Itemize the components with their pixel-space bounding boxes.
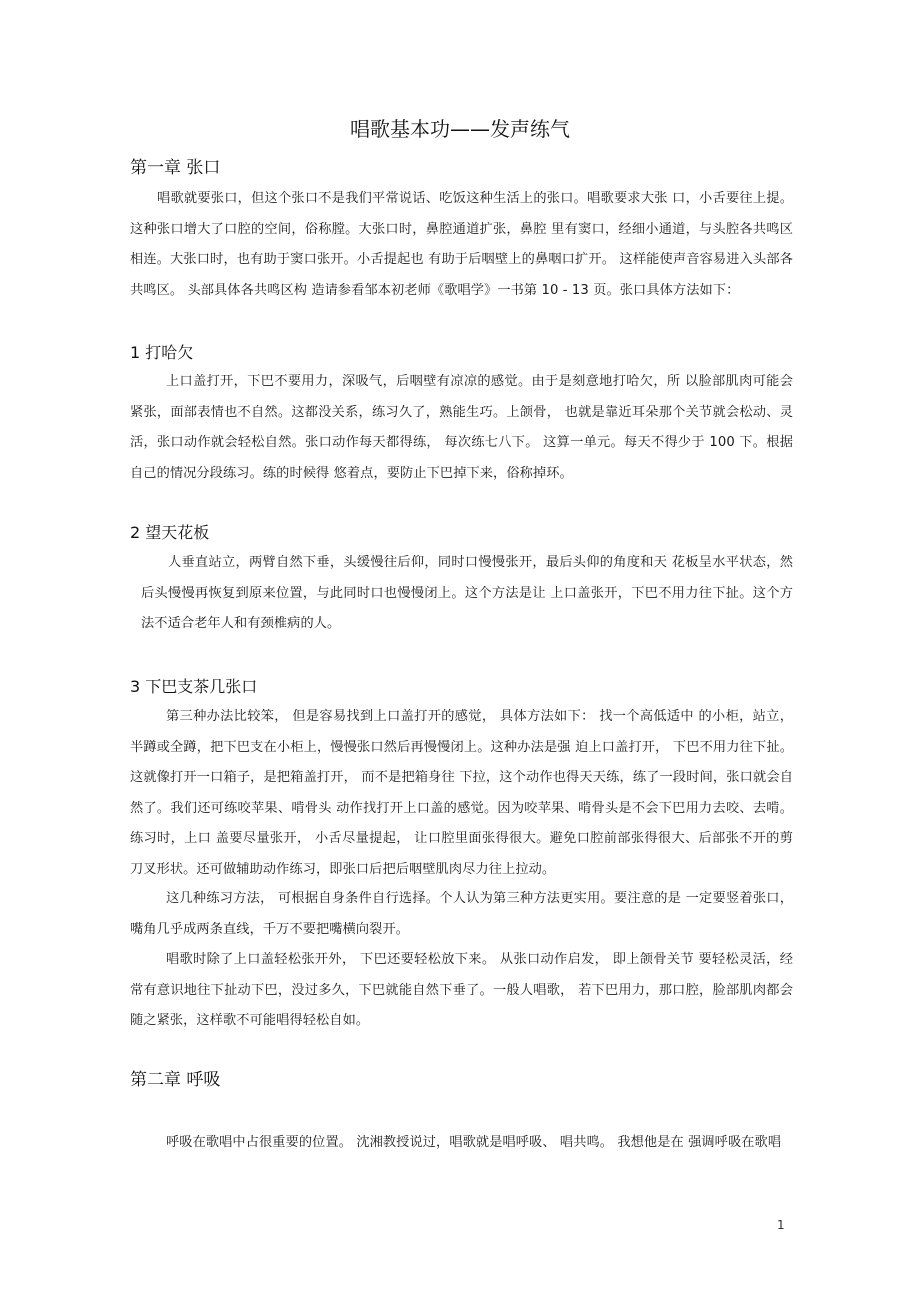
section-2-body: 人垂直站立，两臂自然下垂，头缓慢往后仰，同时口慢慢张开，最后头仰的角度和天 花板呈水平状态，然后头慢慢再恢复到原来位置，与此同时口也慢慢闭上。这个方法是让 上口盖张开，下巴不用力往下扯。这个方法不适合老年人和有颈椎病的人。 bbox=[141, 555, 793, 631]
summary-paragraph: 这几种练习方法， 可根据自身条件自行选择。个人认为第三种方法更实用。要注意的是 一定要竖着张口，嘴角几乎成两条直线，千万不要把嘴横向裂开。 bbox=[130, 891, 793, 937]
section-2-heading: 2 望天花板 bbox=[130, 523, 210, 542]
document-title: 唱歌基本功——发声练气 bbox=[350, 117, 570, 141]
jaw-note-paragraph: 唱歌时除了上口盖轻松张开外， 下巴还要轻松放下来。 从张口动作启发， 即上颌骨关节 要轻松灵活，经常有意识地往下扯动下巴，没过多久，下巴就能自然下垂了。一般人唱歌， 若下巴用力，那口腔，脸部肌肉都会随之紧张，这样歌不可能唱得轻松自如。 bbox=[130, 952, 793, 1028]
chapter-1-intro: 唱歌就要张口，但这个张口不是我们平常说话、吃饭这种生活上的张口。唱歌要求大张 口，小舌要往上提。这种张口增大了口腔的空间，俗称膛。大张口时，鼻腔通道扩张，鼻腔 里有窦口，经细小通道，与头腔各共鸣区相连。大张口时，也有助于窦口张开。小舌提起也 有助于后咽壁上的鼻咽口扩开。 这样能使声音容易进入头部各共鸣区。 头部具体各共鸣区构 造请参看邹本初老师《歌唱学》一书第 10 - 13 页。张口具体方法如下： bbox=[130, 191, 793, 298]
section-3-body: 第三种办法比较笨， 但是容易找到上口盖打开的感觉， 具体方法如下： 找一个高低适中 的小柜，站立，半蹲或全蹲，把下巴支在小柜上，慢慢张口然后再慢慢闭上。这种办法是强 迫上口盖打开， 下巴不用力往下扯。这就像打开一口箱子，是把箱盖打开， 而不是把箱身往 下拉，这个动作也得天天练，练了一段时间，张口就会自然了。我们还可练咬苹果、啃骨头 动作找打开上口盖的感觉。因为咬苹果、啃骨头是不会下巴用力去咬、去啃。练习时，上口 盖要尽量张开， 小舌尽量提起， 让口腔里面张得很大。避免口腔前部张得很大、后部张不开的剪刀叉形状。还可做辅助动作练习，即张口后把后咽壁肌肉尽力往上拉动。 bbox=[130, 709, 793, 877]
chapter-2-intro: 呼吸在歌唱中占很重要的位置。 沈湘教授说过，唱歌就是唱呼吸、 唱共鸣。 我想他是在 强调呼吸在歌唱 bbox=[166, 1135, 782, 1150]
section-3-heading: 3 下巴支茶几张口 bbox=[130, 677, 258, 696]
section-1-heading: 1 打哈欠 bbox=[130, 343, 194, 362]
chapter-2-heading: 第二章 呼吸 bbox=[130, 1070, 221, 1090]
chapter-1-heading: 第一章 张口 bbox=[130, 158, 221, 178]
section-1-body: 上口盖打开，下巴不要用力，深吸气，后咽壁有凉凉的感觉。由于是刻意地打哈欠，所 以脸部肌肉可能会紧张，面部表情也不自然。这都没关系，练习久了，熟能生巧。上颌骨， 也就是靠近耳朵那个关节就会松动、灵活，张口动作就会轻松自然。张口动作每天都得练， 每次练七八下。 这算一单元。每天不得少于 100 下。根据自己的情况分段练习。练的时候得 悠着点，要防止下巴掉下来，俗称掉环。 bbox=[130, 374, 793, 481]
page-number: 1 bbox=[777, 1218, 785, 1232]
